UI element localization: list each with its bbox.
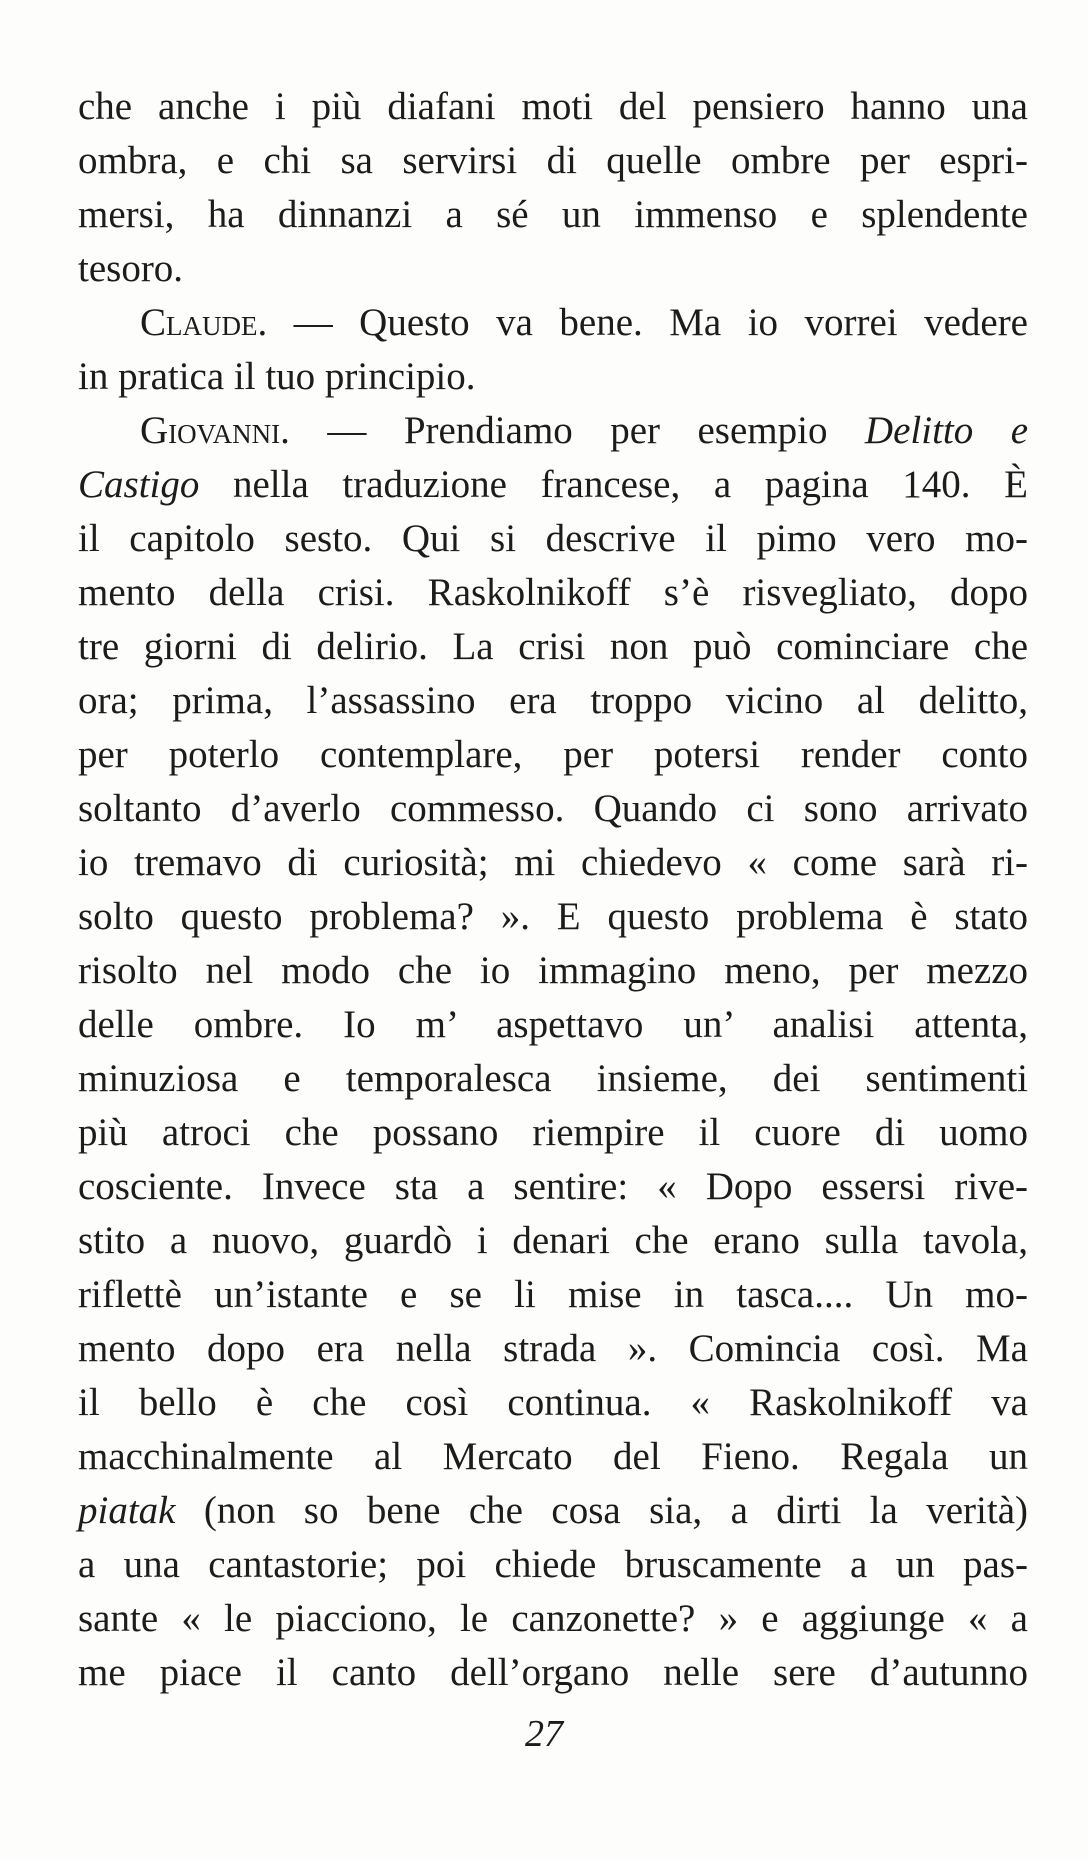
line-text: nella traduzione francese, a pagina 140. È [199, 463, 1028, 506]
text-line: per poterlo contemplare, per potersi render conto [78, 733, 1028, 776]
text-line: ombra, e chi sa servirsi di quelle ombre per espri- [78, 139, 1028, 182]
text-line: mento dopo era nella strada ». Comincia così. Ma [78, 1327, 1028, 1370]
text-line: mersi, ha dinnanzi a sé un immenso e splendente [78, 193, 1028, 236]
text-line: il bello è che così continua. « Raskolnikoff va [78, 1381, 1028, 1424]
text-line: riflettè un’istante e se li mise in tasca.... Un mo- [78, 1273, 1028, 1316]
text-line [78, 1484, 1028, 1538]
text-line: io tremavo di curiosità; mi chiedevo « come sarà ri- [78, 841, 1028, 884]
dialogue-text: — Prendiamo per esempio [289, 409, 865, 452]
page-number: 27 [525, 1713, 563, 1755]
text-line: più atroci che possano riempire il cuore di uomo [78, 1111, 1028, 1154]
text-line [78, 458, 1028, 512]
book-title-italic: Castigo [78, 463, 200, 506]
speaker-name: Claude. [140, 301, 268, 344]
text-line: risolto nel modo che io immagino meno, per mezzo [78, 949, 1028, 992]
text-line: tre giorni di delirio. La crisi non può cominciare che [78, 625, 1028, 668]
text-line: che anche i più diafani moti del pensiero hanno una [78, 85, 1028, 128]
text-line: soltanto d’averlo commesso. Quando ci sono arrivato [78, 787, 1028, 830]
dialogue-text: — Questo va bene. Ma io vorrei vedere [267, 301, 1028, 344]
text-line: stito a nuovo, guardò i denari che erano sulla tavola, [78, 1219, 1028, 1262]
text-line: mento della crisi. Raskolnikoff s’è risvegliato, dopo [78, 571, 1028, 614]
italic-word: piatak [78, 1489, 176, 1532]
text-line: a una cantastorie; poi chiede bruscamente a un pas- [78, 1543, 1028, 1586]
dialogue-line [78, 296, 1028, 350]
dialogue-line [78, 404, 1028, 458]
text-line: me piace il canto dell’organo nelle sere d’autunno [78, 1651, 1028, 1694]
text-line: solto questo problema? ». E questo problema è stato [78, 895, 1028, 938]
text-line: delle ombre. Io m’ aspettavo un’ analisi attenta, [78, 1003, 1028, 1046]
body-text [78, 80, 1028, 1700]
text-line: macchinalmente al Mercato del Fieno. Regala un [78, 1435, 1028, 1478]
book-title-italic: Delitto e [864, 409, 1028, 452]
text-line: in pratica il tuo principio. [78, 355, 476, 398]
text-line: cosciente. Invece sta a sentire: « Dopo essersi rive- [78, 1165, 1028, 1208]
text-line: tesoro. [78, 247, 184, 290]
text-line: minuziosa e temporalesca insieme, dei sentimenti [78, 1057, 1028, 1100]
speaker-name: Giovanni. [140, 409, 290, 452]
line-text: (non so bene che cosa sia, a dirti la verità) [175, 1489, 1028, 1532]
text-line: sante « le piacciono, le canzonette? » e aggiunge « a [78, 1597, 1028, 1640]
text-line: il capitolo sesto. Qui si descrive il pimo vero mo- [78, 517, 1028, 560]
text-line: ora; prima, l’assassino era troppo vicino al delitto, [78, 679, 1028, 722]
